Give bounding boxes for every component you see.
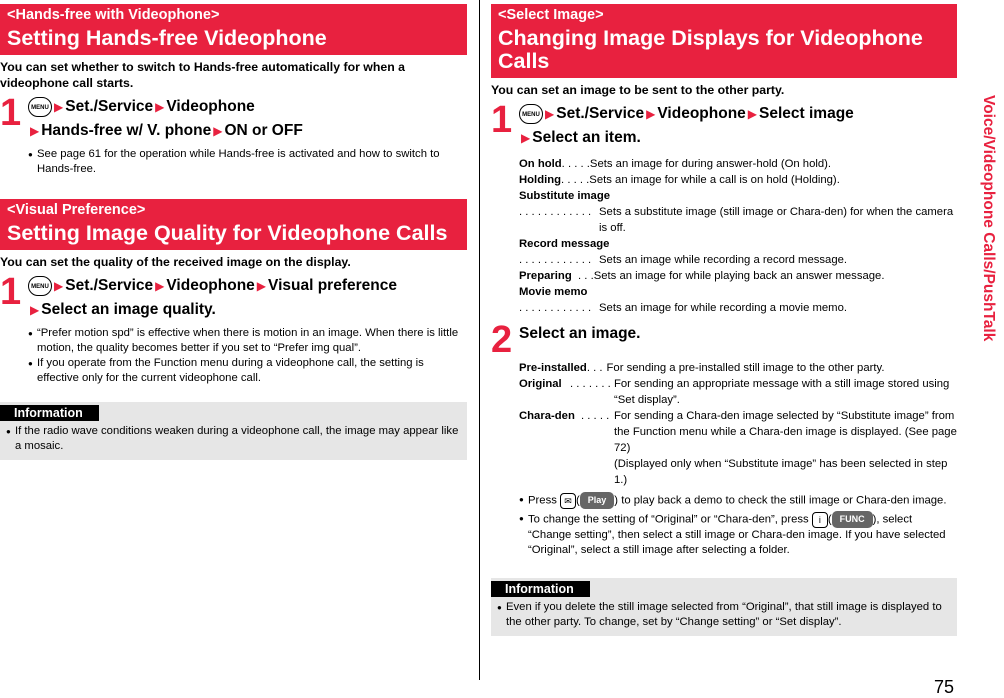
- note-item: ● If you operate from the Function menu during a videophone call, the setting is effective only for the current videophone call.: [28, 356, 467, 386]
- leader-dots: . . . . .: [561, 174, 590, 186]
- list-item: [519, 236, 957, 268]
- option-description: (Displayed only when “Substitute image” has been selected in step 1.): [614, 458, 948, 486]
- section-subtitle: <Hands-free with Videophone>: [7, 7, 220, 23]
- step-number: 1: [0, 271, 22, 313]
- step-path-part: Set./Service: [65, 98, 154, 115]
- list-item: [519, 284, 957, 316]
- leader-dots: . . .: [586, 362, 603, 374]
- item-list: [519, 156, 957, 316]
- step-path-part: Select an image quality.: [41, 301, 216, 318]
- leader-dots: . . . . . . .: [570, 378, 611, 390]
- arrow-icon: ▶: [54, 279, 64, 293]
- arrow-icon: ▶: [155, 100, 165, 114]
- item-term: Record message: [519, 238, 610, 250]
- item-description: Sets an image while recording a record message.: [599, 254, 848, 266]
- option-term: Original: [519, 378, 562, 390]
- step-path-part: Visual preference: [268, 277, 397, 294]
- list-item: [519, 456, 957, 488]
- leader-dots: . . . . .: [561, 158, 590, 170]
- section-subtitle: <Select Image>: [498, 7, 604, 23]
- item-term: Movie memo: [519, 286, 588, 298]
- list-item: [519, 172, 957, 188]
- arrow-icon: ▶: [213, 124, 223, 138]
- item-term: On hold: [519, 158, 562, 170]
- arrow-icon: ▶: [30, 124, 40, 138]
- option-description: For sending an appropriate message with a still image stored using “Set display”.: [614, 378, 950, 406]
- i-key-icon: i: [812, 512, 828, 528]
- step-instruction: [28, 95, 303, 143]
- arrow-icon: ▶: [747, 107, 758, 121]
- step-1-handsfree: [0, 92, 467, 143]
- leader-dots: . . . . . . . . . . . .: [519, 206, 592, 218]
- note-play-demo: ● Press ✉ ( Play ) to play back a demo to check the still image or Chara-den image.: [519, 492, 957, 509]
- mail-key-icon: ✉: [560, 493, 576, 509]
- leader-dots: . . . . . . . . . . . .: [519, 302, 592, 314]
- step-2-select-image: [491, 319, 957, 361]
- note-item: ● “Prefer motion spd” is effective when there is motion in an image. When there is little motion, the quality becomes better if you set to “Prefer img qual”.: [28, 326, 467, 356]
- section-intro: You can set the quality of the received image on the display.: [0, 255, 351, 269]
- step-path-part: Set./Service: [65, 277, 154, 294]
- section-header-select-image: [491, 4, 957, 78]
- left-column: [0, 4, 467, 460]
- note-change-setting: ● To change the setting of “Original” or “Chara-den”, press i ( FUNC ), select “Change setting”, then select a still image or Chara-den image. If you have selected “Original”, select a still image after selecting a folder.: [519, 511, 957, 558]
- section-title: Setting Image Quality for Videophone Calls: [7, 221, 448, 245]
- leader-dots: . . .: [571, 270, 594, 282]
- step-path-part: Hands-free w/ V. phone: [41, 122, 212, 139]
- arrow-icon: ▶: [30, 303, 40, 317]
- note-text: , select “Change setting”, then select a still image or Chara-den image. If you have selected “Original”, select a still image after selecting a folder.: [528, 513, 946, 556]
- menu-key-icon: MENU: [519, 104, 543, 124]
- note-item: ● See page 61 for the operation while Hands-free is activated and how to switch to Hands-free.: [28, 147, 467, 177]
- chapter-side-title: Voice/Videophone Calls/PushTalk: [980, 95, 997, 342]
- step-instruction: [28, 274, 397, 322]
- right-column: [491, 4, 957, 636]
- menu-key-icon: MENU: [28, 276, 52, 296]
- option-term: Pre-installed: [519, 362, 587, 374]
- step-instruction: [519, 102, 854, 150]
- arrow-icon: ▶: [256, 279, 267, 293]
- section-intro: You can set whether to switch to Hands-free automatically for when a videophone call starts.: [0, 60, 405, 90]
- item-term: Holding: [519, 174, 562, 186]
- step-path-part: Set./Service: [556, 105, 645, 122]
- item-description: Sets an image for while recording a movie memo.: [599, 302, 848, 314]
- menu-key-icon: MENU: [28, 97, 52, 117]
- arrow-icon: ▶: [545, 107, 555, 121]
- step-1-visual: [0, 271, 467, 322]
- arrow-icon: ▶: [54, 100, 64, 114]
- information-label: Information: [491, 581, 590, 597]
- play-softkey-icon: Play: [580, 492, 615, 509]
- arrow-icon: ▶: [155, 279, 165, 293]
- section-title: Setting Hands-free Videophone: [7, 26, 327, 50]
- leader-dots: . . . . . . . . . . . .: [519, 254, 592, 266]
- step-number: 1: [0, 92, 22, 134]
- leader-dots: . . . . .: [581, 410, 610, 422]
- option-list: [519, 360, 957, 488]
- information-text: ● Even if you delete the still image selected from “Original”, that still image is displayed to the other party. To change, set by “Change setting” or “Set display”.: [497, 600, 951, 630]
- page-number: 75: [934, 677, 955, 697]
- option-description: For sending a pre-installed still image to the other party.: [606, 362, 885, 374]
- step-path-part: Videophone: [657, 105, 746, 122]
- list-item: [519, 408, 957, 456]
- func-softkey-icon: FUNC: [832, 511, 873, 528]
- step-path-part: Videophone: [166, 98, 255, 115]
- list-item: [519, 360, 957, 376]
- item-description: Sets an image for during answer-hold (On hold).: [589, 158, 832, 170]
- list-item: [519, 268, 957, 284]
- step-path-part: Select image: [759, 105, 854, 122]
- section-title: Changing Image Displays for Videophone Calls: [498, 26, 923, 73]
- list-item: [519, 188, 957, 236]
- step-path-part: Videophone: [166, 277, 255, 294]
- note-text: to play back a demo to check the still image or Chara-den image.: [618, 494, 947, 507]
- information-text: ● If the radio wave conditions weaken during a videophone call, the image may appear like a mosaic.: [6, 424, 461, 454]
- section-subtitle: <Visual Preference>: [7, 202, 146, 218]
- section-header-handsfree: [0, 4, 467, 55]
- step-number: 1: [491, 99, 513, 141]
- information-label: Information: [0, 405, 99, 421]
- step-path-part: Select an item.: [532, 129, 641, 146]
- step-instruction: Select an image.: [519, 325, 641, 342]
- arrow-icon: ▶: [646, 107, 656, 121]
- step-1-select-image: [491, 99, 957, 150]
- arrow-icon: ▶: [521, 131, 531, 145]
- note-text: To change the setting of “Original” or “Chara-den”, press: [528, 513, 812, 526]
- information-box: [491, 578, 957, 636]
- information-box: [0, 402, 467, 460]
- step-number: 2: [491, 319, 513, 361]
- item-term: Substitute image: [519, 190, 611, 202]
- section-header-visual-preference: [0, 199, 467, 250]
- list-item: [519, 156, 957, 172]
- list-item: [519, 376, 957, 408]
- note-text: Press: [528, 494, 561, 507]
- item-description: Sets a substitute image (still image or Chara-den) for when the camera is off.: [599, 206, 954, 234]
- item-description: Sets an image for while a call is on hold (Holding).: [589, 174, 840, 186]
- section-intro: You can set an image to be sent to the other party.: [491, 83, 785, 97]
- step-path-part: ON or OFF: [224, 122, 303, 139]
- item-term: Preparing: [519, 270, 572, 282]
- item-description: Sets an image for while playing back an answer message.: [593, 270, 885, 282]
- column-divider: [479, 0, 480, 680]
- option-description: For sending a Chara-den image selected by “Substitute image” from the Function menu while a Chara-den image is displayed. (See page 72): [614, 410, 957, 454]
- option-term: Chara-den: [519, 410, 575, 422]
